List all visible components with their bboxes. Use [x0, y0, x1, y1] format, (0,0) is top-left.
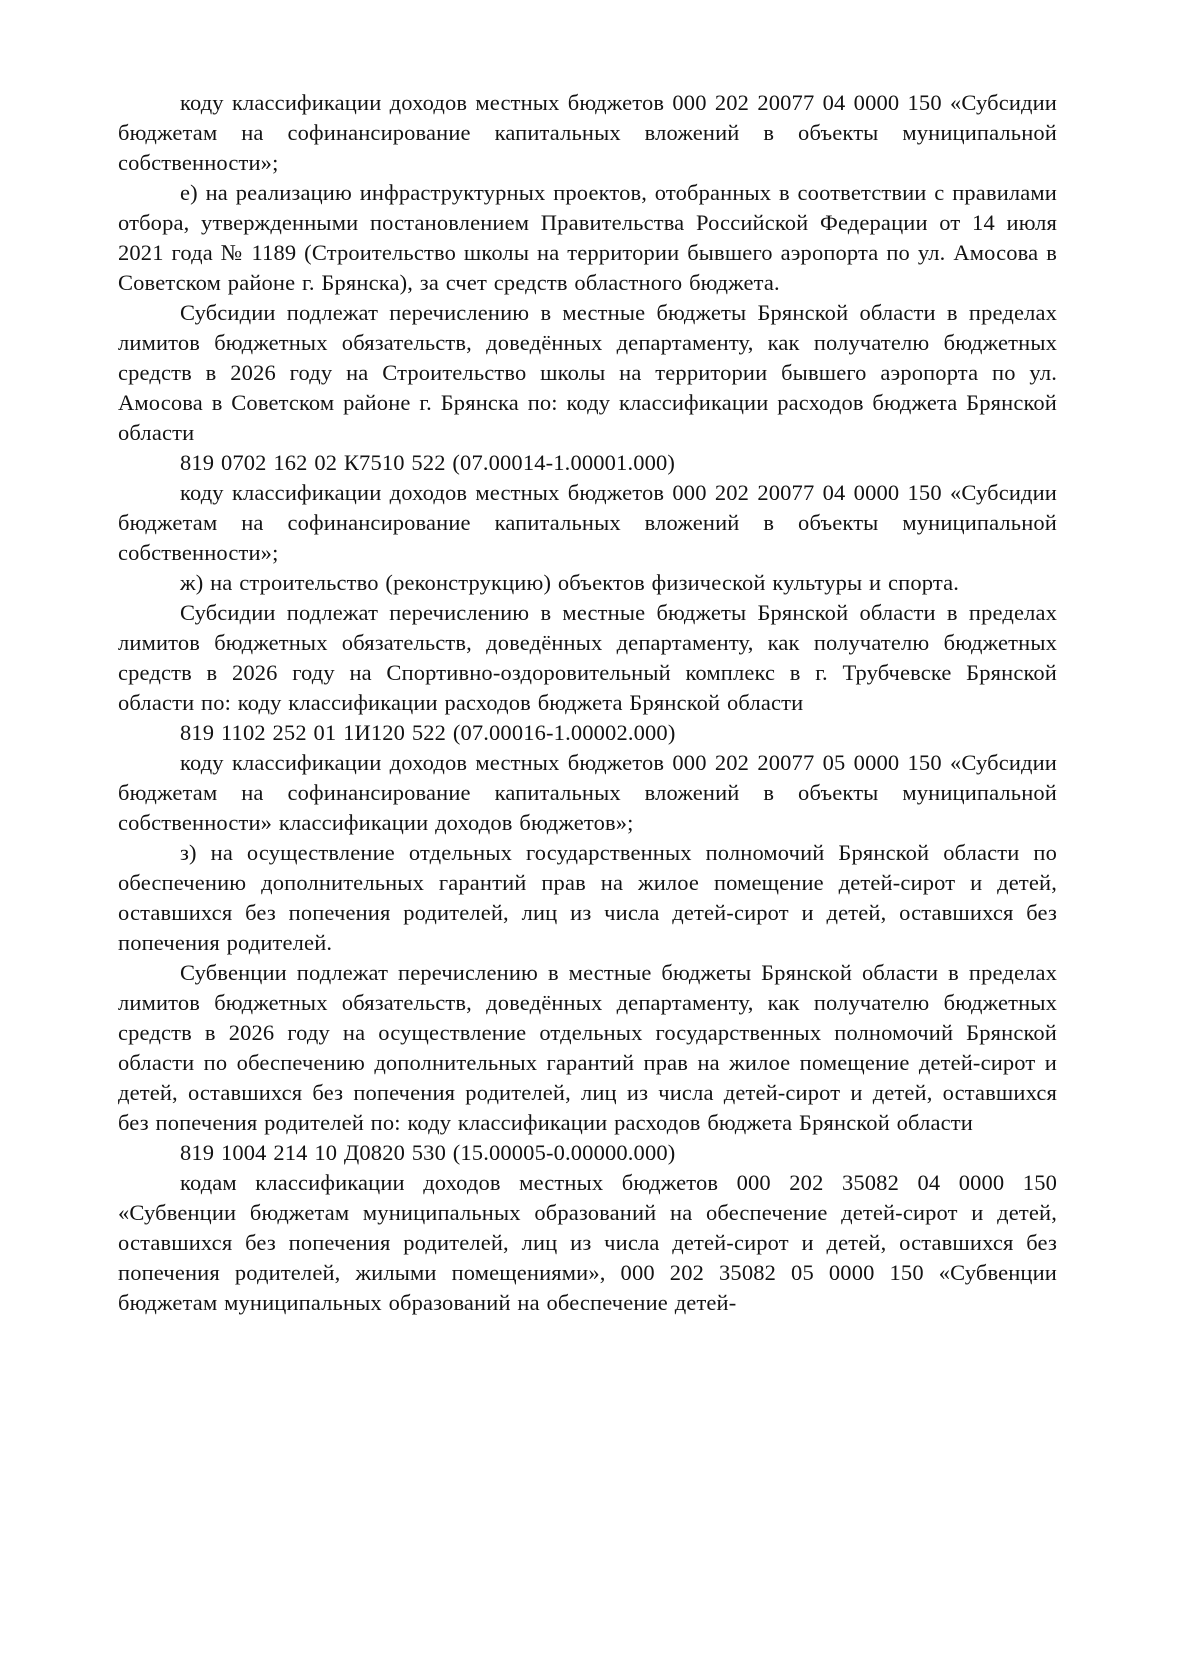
budget-code-line: 819 1004 214 10 Д0820 530 (15.00005-0.00000.000) — [180, 1140, 676, 1165]
paragraph: Субсидии подлежат перечислению в местные бюджеты Брянской области в пределах лимитов бюджетных обязательств, доведённых департаменту, как получателю бюджетных средств в 2026 году на Строительство школы на территории бывшего аэропорта по ул. Амосова в Советском районе г. Брянска по: коду классификации расходов бюджета Брянской области — [118, 300, 1057, 445]
paragraph: з) на осуществление отдельных государственных полномочий Брянской области по обеспечению дополнительных гарантий прав на жилое помещение детей-сирот и детей, оставшихся без попечения родителей, лиц из числа детей-сирот и детей, оставшихся без попечения родителей. — [118, 840, 1057, 955]
paragraph: Субвенции подлежат перечислению в местные бюджеты Брянской области в пределах лимитов бюджетных обязательств, доведённых департаменту, как получателю бюджетных средств в 2026 году на осуществление отдельных государственных полномочий Брянской области по обеспечению дополнительных гарантий прав на жилое помещение детей-сирот и детей, оставшихся без попечения родителей, лиц из числа детей-сирот и детей, оставшихся без попечения родителей по: коду классификации расходов бюджета Брянской области — [118, 960, 1057, 1135]
paragraph: кодам классификации доходов местных бюджетов 000 202 35082 04 0000 150 «Субвенции бюджетам муниципальных образований на обеспечение детей-сирот и детей, оставшихся без попечения родителей, лиц из числа детей-сирот и детей, оставшихся без попечения родителей, жилыми помещениями», 000 202 35082 05 0000 150 «Субвенции бюджетам муниципальных образований на обеспечение детей- — [118, 1170, 1057, 1315]
paragraph: коду классификации доходов местных бюджетов 000 202 20077 04 0000 150 «Субсидии бюджетам на софинансирование капитальных вложений в объекты муниципальной собственности»; — [118, 90, 1057, 175]
budget-code-line: 819 0702 162 02 К7510 522 (07.00014-1.00001.000) — [180, 450, 676, 475]
paragraph: Субсидии подлежат перечислению в местные бюджеты Брянской области в пределах лимитов бюджетных обязательств, доведённых департаменту, как получателю бюджетных средств в 2026 году на Спортивно-оздоровительный комплекс в г. Трубчевске Брянской области по: коду классификации расходов бюджета Брянской области — [118, 600, 1057, 715]
paragraph: ж) на строительство (реконструкцию) объектов физической культуры и спорта. — [180, 570, 960, 595]
paragraph: коду классификации доходов местных бюджетов 000 202 20077 04 0000 150 «Субсидии бюджетам на софинансирование капитальных вложений в объекты муниципальной собственности»; — [118, 480, 1057, 565]
paragraph: е) на реализацию инфраструктурных проектов, отобранных в соответствии с правилами отбора, утвержденными постановлением Правительства Российской Федерации от 14 июля 2021 года № 1189 (Строительство школы на территории бывшего аэропорта по ул. Амосова в Советском районе г. Брянска), за счет средств областного бюджета. — [118, 180, 1057, 295]
document-body — [118, 88, 1057, 1318]
paragraph: коду классификации доходов местных бюджетов 000 202 20077 05 0000 150 «Субсидии бюджетам на софинансирование капитальных вложений в объекты муниципальной собственности» классификации доходов бюджетов»; — [118, 750, 1057, 835]
budget-code-line: 819 1102 252 01 1И120 522 (07.00016-1.00002.000) — [180, 720, 676, 745]
